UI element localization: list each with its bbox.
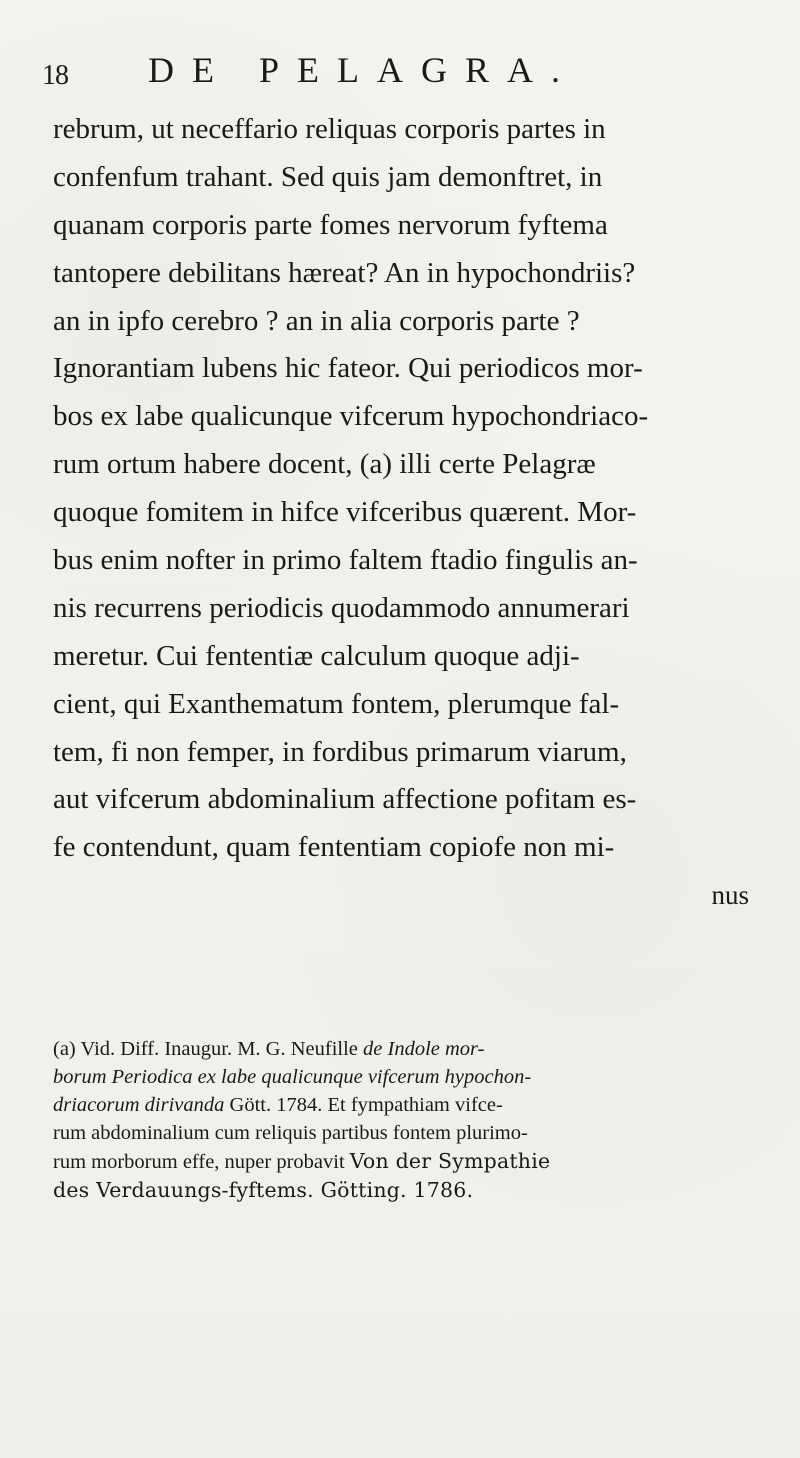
running-title: DE PELAGRA.	[148, 50, 578, 90]
text-line: rebrum, ut neceffario reliquas corporis partes in	[53, 113, 606, 145]
footnote-german-title: Von der Sympathie	[349, 1149, 551, 1173]
footnote-line: des Verdauungs-fyftems. Götting. 1786.	[53, 1178, 474, 1202]
footnote-line	[53, 1147, 775, 1176]
footnote-line: borum Periodica ex labe qualicunque vifcerum hypochon-	[53, 1066, 532, 1088]
footnote-line	[53, 1035, 775, 1063]
text-line: cient, qui Exanthematum fontem, plerumque fal-	[53, 687, 620, 720]
footnote-text: Gött. 1784. Et fympathiam vifce-	[224, 1094, 503, 1116]
footnote-line	[53, 1091, 775, 1119]
text-line: an in ipfo cerebro ? an in alia corporis parte ?	[53, 304, 580, 337]
text-line: tem, fi non femper, in fordibus primarum viarum,	[53, 735, 627, 768]
text-line: Ignorantiam lubens hic fateor. Qui periodicos mor-	[53, 352, 643, 385]
text-line: rum ortum habere docent, (a) illi certe Pelagræ	[53, 448, 596, 481]
text-line: quanam corporis parte fomes nervorum fyftema	[53, 208, 608, 241]
text-line: fe contendunt, quam fententiam copiofe non mi-	[53, 831, 615, 864]
catchword: nus	[711, 880, 749, 911]
footnote	[53, 1035, 775, 1204]
footnote-title: driacorum dirivanda	[53, 1094, 225, 1116]
text-line: nis recurrens periodicis quodammodo annumerari	[53, 591, 630, 624]
footnote-title: de Indole mor-	[363, 1038, 485, 1060]
text-line: aut vifcerum abdominalium affectione pofitam es-	[53, 783, 637, 816]
running-head	[42, 52, 762, 98]
text-line: confenfum trahant. Sed quis jam demonftret, in	[53, 160, 603, 193]
text-line: meretur. Cui fententiæ calculum quoque adji-	[53, 639, 580, 672]
text-line: bus enim nofter in primo faltem ftadio fingulis an-	[53, 544, 638, 577]
text-line: bos ex labe qualicunque vifcerum hypochondriaco-	[53, 400, 649, 433]
footnote-text: rum morborum effe, nuper probavit	[53, 1151, 350, 1173]
footnote-text: Vid. Diff. Inaugur. M. G. Neufille	[75, 1038, 364, 1060]
main-text	[53, 106, 765, 920]
page-number: 18	[42, 60, 68, 91]
footnote-line: rum abdominalium cum reliquis partibus fontem plurimo-	[53, 1122, 528, 1144]
text-line: quoque fomitem in hifce vifceribus quærent. Mor-	[53, 496, 637, 529]
text-line: tantopere debilitans hæreat? An in hypochondriis?	[53, 256, 636, 289]
footnote-marker: (a)	[53, 1038, 76, 1060]
